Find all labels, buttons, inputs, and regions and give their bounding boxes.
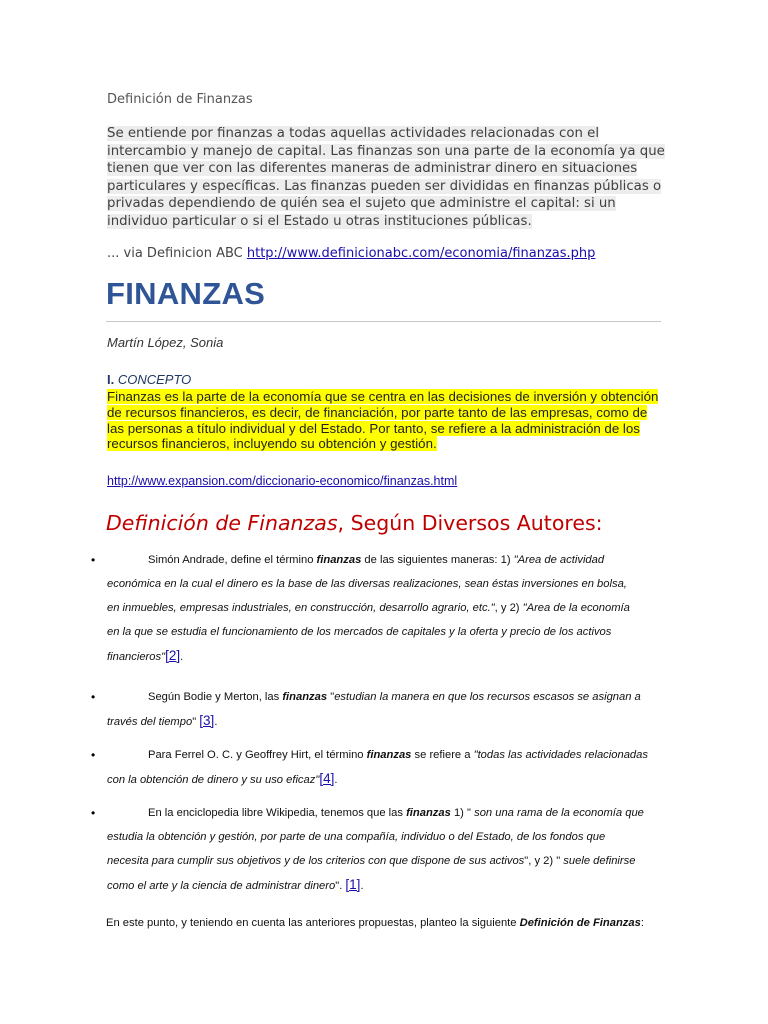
- list-item: [91, 743, 662, 792]
- quote-italic: estudia la obtención y gestión, por parte de una compañía, individuo o del Estado, de los fondos que: [107, 831, 606, 843]
- section1-body: [107, 125, 667, 231]
- list-item-line: [107, 685, 662, 709]
- quote-italic: en la que se estudia el funcionamiento de los mercados de capitales y la oferta y precio de los activos: [107, 626, 612, 638]
- reference-link[interactable]: [3]: [199, 713, 215, 728]
- list-item-line: [107, 801, 662, 825]
- expansion-link[interactable]: http://www.expansion.com/diccionario-economico/finanzas.html: [107, 474, 458, 488]
- quote-italic: "todas las actividades relacionadas: [473, 749, 648, 761]
- text-segment: ": [192, 716, 200, 728]
- heading-divider: [106, 321, 661, 322]
- bullet-dot: •: [91, 690, 96, 704]
- quote-italic: como el arte y la ciencia de administrar dinero: [107, 880, 336, 892]
- text-segment: , y 2): [494, 602, 523, 614]
- list-item-line: [107, 548, 662, 572]
- quote-italic: estudian la manera en que los recursos escasos se asignan a: [334, 691, 641, 703]
- term-bold: finanzas: [282, 691, 328, 703]
- concept-body-text: Finanzas es la parte de la economía que se centra en las decisiones de inversión y obtención de recursos financieros, es decir, de financiación, por parte tanto de las empresas, como de las personas a título individual y del Estado. Por tanto, se refiere a la administración de los recursos financieros, incluyendo su obtención y gestión.: [107, 389, 659, 452]
- concept-label: CONCEPTO: [114, 372, 192, 387]
- finanzas-heading: FINANZAS: [106, 276, 266, 311]
- text-segment: .: [214, 716, 218, 728]
- list-item: [91, 801, 662, 898]
- bullet-dot: •: [91, 806, 96, 820]
- list-item-line: [107, 620, 662, 644]
- text-segment: Para Ferrel O. C. y Geoffrey Hirt, el término: [148, 749, 367, 761]
- text-segment: de las siguientes maneras: 1): [361, 554, 514, 566]
- bullet-dot: •: [91, 553, 96, 567]
- list-item-line: [107, 709, 662, 734]
- text-segment: En la enciclopedia libre Wikipedia, tenemos que las: [148, 807, 407, 819]
- list-item: [91, 548, 662, 669]
- quote-italic: "Area de actividad: [513, 554, 605, 566]
- reference-link[interactable]: [2]: [165, 648, 181, 663]
- concept-body: [107, 389, 667, 452]
- text-segment: .: [180, 651, 184, 663]
- text-segment: Simón Andrade, define el término: [148, 554, 317, 566]
- reference-link[interactable]: [1]: [345, 877, 361, 892]
- list-item-line: [107, 849, 662, 873]
- list-item-line: [107, 873, 662, 898]
- list-item-line: [107, 572, 662, 596]
- author-name: Martín López, Sonia: [107, 335, 224, 350]
- text-segment: ".: [335, 880, 346, 892]
- term-bold: finanzas: [406, 807, 451, 819]
- text-segment: Según Bodie y Merton, las: [148, 691, 283, 703]
- quote-italic: financieros": [107, 651, 166, 663]
- text-segment: 1) ": [450, 807, 475, 819]
- term-bold: finanzas: [316, 554, 362, 566]
- quote-italic: suele definirse: [563, 855, 636, 867]
- authors-definitions-heading: [106, 511, 603, 535]
- quote-italic: son una rama de la economía que: [474, 807, 644, 819]
- closing-bold: Definición de Finanzas: [519, 917, 641, 929]
- bullet-dot: •: [91, 748, 96, 762]
- closing-paragraph: [106, 917, 644, 929]
- quote-italic: "Area de la economía: [522, 602, 630, 614]
- quote-italic: necesita para cumplir sus objetivos y de los criterios con que dispone de sus activos: [107, 855, 525, 867]
- authors-heading-italic: Definición de Finanzas: [106, 511, 338, 535]
- concept-number: I.: [107, 372, 115, 387]
- text-segment: .: [360, 880, 364, 892]
- reference-link[interactable]: [4]: [319, 771, 335, 786]
- quote-italic: con la obtención de dinero y su uso eficaz": [107, 774, 320, 786]
- list-item-line: [107, 743, 662, 767]
- list-item: [91, 685, 662, 734]
- via-prefix: ... via Definicion ABC: [107, 246, 247, 261]
- text-segment: ": [327, 691, 335, 703]
- text-segment: se refiere a: [411, 749, 474, 761]
- section1-title: Definición de Finanzas: [107, 92, 253, 107]
- quote-italic: través del tiempo: [107, 716, 193, 728]
- authors-heading-rest: , Según Diversos Autores:: [337, 511, 603, 535]
- via-line: [107, 246, 595, 261]
- section1-body-text: Se entiende por finanzas a todas aquellas actividades relacionadas con el intercambio y manejo de capital. Las finanzas son una parte de la economía ya que tienen que ver con las diferentes maneras de administrar dinero en situaciones particulares y específicas. Las finanzas pueden ser divididas en finanzas públicas o privadas dependiendo de quién sea el sujeto que administre el capital: si un individuo particular o si el Estado u otras instituciones públicas.: [107, 126, 665, 229]
- definicionabc-link[interactable]: http://www.definicionabc.com/economia/finanzas.php: [246, 246, 596, 261]
- quote-italic: económica en la cual el dinero es la base de las diversas realizaciones, sean éstas inversiones en bolsa,: [107, 578, 627, 590]
- closing-end: :: [640, 917, 644, 929]
- text-segment: .: [334, 774, 338, 786]
- list-item-line: [107, 596, 662, 620]
- list-item-line: [107, 825, 662, 849]
- list-item-line: [107, 767, 662, 792]
- concept-heading: [107, 372, 191, 387]
- quote-italic: en inmuebles, empresas industriales, en construcción, desarrollo agrario, etc.": [107, 602, 495, 614]
- text-segment: ", y 2) ": [524, 855, 564, 867]
- closing-text: En este punto, y teniendo en cuenta las anteriores propuestas, planteo la siguiente: [106, 917, 520, 929]
- list-item-line: [107, 644, 662, 669]
- term-bold: finanzas: [366, 749, 412, 761]
